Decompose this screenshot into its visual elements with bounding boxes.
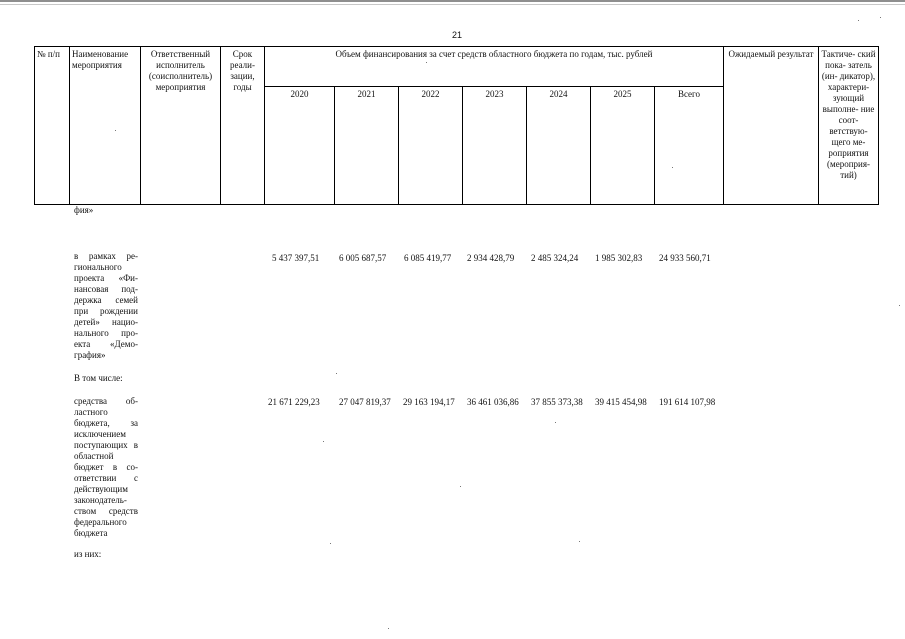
scan-speck — [388, 628, 389, 629]
table-header — [34, 46, 879, 205]
scan-speck — [899, 305, 900, 306]
header-col-indicator: Тактиче- ский пока- затель (ин- дикатор), характери- зующий выполне- ние соот- ветствую- щего ме- роприятия (мероприя- тий) — [819, 47, 879, 205]
header-col-term: Срок реали- зации, годы — [221, 47, 265, 205]
page-edge-top — [0, 0, 905, 2]
scan-speck — [336, 373, 337, 374]
row-value-total: 191 614 107,98 — [659, 397, 716, 407]
header-col-executor: Ответственный исполнитель (соисполнитель) мероприятия — [141, 47, 221, 205]
row-value-2022: 6 085 419,77 — [404, 253, 452, 263]
header-year: 2024 — [527, 87, 591, 205]
header-year: 2021 — [335, 87, 399, 205]
page-number: 21 — [452, 30, 463, 40]
label-of-them: из них: — [74, 549, 102, 559]
scan-speck — [858, 20, 859, 21]
header-col-name: Наименование мероприятия — [70, 47, 141, 205]
scan-speck — [115, 130, 116, 131]
row-value-2021: 6 005 687,57 — [339, 253, 387, 263]
header-year: 2022 — [399, 87, 463, 205]
row-value-2023: 36 461 036,86 — [467, 397, 519, 407]
header-year: 2020 — [265, 87, 335, 205]
scan-speck — [426, 62, 427, 63]
scan-speck — [460, 486, 461, 487]
continued-text: фия» — [74, 205, 94, 215]
row-value-2024: 2 485 324,24 — [531, 253, 579, 263]
scan-speck — [323, 441, 324, 442]
row-value-2023: 2 934 428,79 — [467, 253, 515, 263]
row-value-2021: 27 047 819,37 — [339, 397, 391, 407]
header-col-number: № п/п — [35, 47, 70, 205]
row-value-2022: 29 163 194,17 — [403, 397, 455, 407]
row-value-2025: 39 415 454,98 — [595, 397, 647, 407]
row-name-regional-budget: средства об- ластного бюджета, за исключением поступающих в областной бюджет в со- ответствии с действующим законодатель- ством средств федерального бюджета — [74, 396, 138, 538]
scan-speck — [555, 422, 556, 423]
header-col-funding: Объем финансирования за счет средств областного бюджета по годам, тыс. рублей — [265, 47, 724, 87]
row-name-regional-project: в рамках ре- гионального проекта «Фи- нансовая под- держка семей при рождении детей» нацио- нального про- екта «Демо- графия» — [74, 251, 138, 360]
header-col-result: Ожидаемый результат — [724, 47, 819, 205]
scan-speck — [880, 17, 881, 18]
header-year: 2023 — [463, 87, 527, 205]
header-year: 2025 — [591, 87, 655, 205]
row-value-2020: 5 437 397,51 — [272, 253, 320, 263]
row-value-2025: 1 985 302,83 — [595, 253, 643, 263]
label-including: В том числе: — [74, 373, 123, 383]
row-value-2024: 37 855 373,38 — [531, 397, 583, 407]
header-col-total: Всего — [655, 87, 724, 205]
scan-speck — [330, 543, 331, 544]
scan-speck — [672, 167, 673, 168]
page-edge-line — [0, 4, 905, 5]
row-value-2020: 21 671 229,23 — [268, 397, 320, 407]
row-value-total: 24 933 560,71 — [659, 253, 711, 263]
scan-speck — [579, 541, 580, 542]
